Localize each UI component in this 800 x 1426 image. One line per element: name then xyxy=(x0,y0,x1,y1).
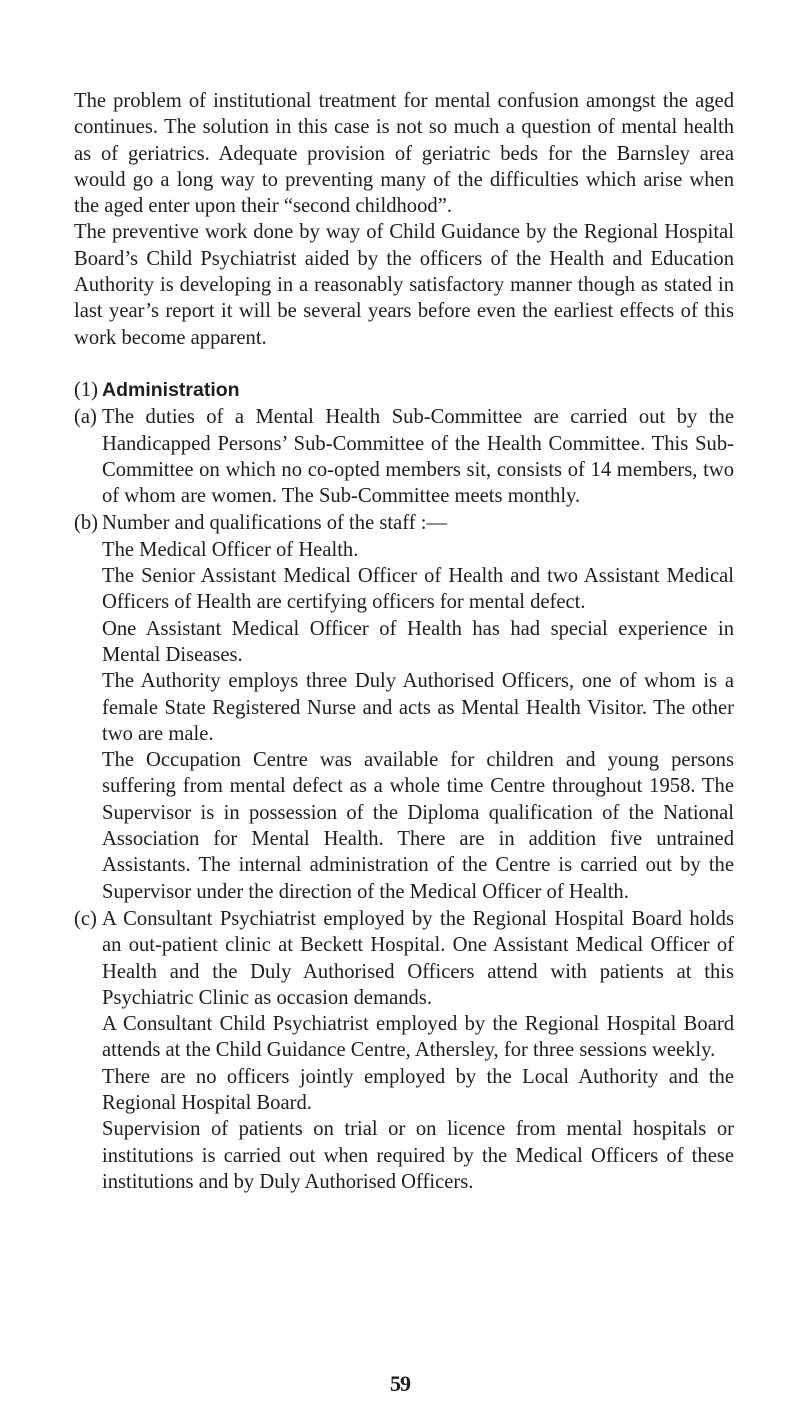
item-body xyxy=(102,404,734,509)
page-number: 59 xyxy=(390,1371,410,1396)
item-paragraph: The duties of a Mental Health Sub-Committee are carried out by the Handicapped Persons’ Sub-Committee of the Health Committee. This Sub-Committee on which no co-opted members sit, consists of 14 members, two of whom are women. The Sub-Committee meets monthly. xyxy=(102,406,734,508)
item-label: (b) xyxy=(74,512,99,535)
item-paragraph: The Occupation Centre was available for children and young persons suffering from mental defect as a whole time Centre throughout 1958. The Supervisor is in possession of the Diploma qualification of the National Association for Mental Health. There are in addition five untrained Assistants. The internal administration of the Centre is carried out by the Supervisor under the direction of the Medical Officer of Health. xyxy=(102,749,734,903)
intro-paragraph-1: The problem of institutional treatment for mental confusion amongst the aged continues. The solution in this case is not so much a question of mental health as of geriatrics. Adequate provision of geriatric beds for the Barnsley area would go a long way to preventing many of the difficulties which arise when the aged enter upon their “second childhood”. xyxy=(74,90,734,218)
item-paragraph: The Authority employs three Duly Authorised Officers, one of whom is a female State Registered Nurse and acts as Mental Health Visitor. The other two are male. xyxy=(102,670,734,745)
item-paragraph: One Assistant Medical Officer of Health has had special experience in Mental Diseases. xyxy=(102,617,734,666)
item-paragraph: A Consultant Child Psychiatrist employed by the Regional Hospital Board attends at the Child Guidance Centre, Athersley, for three sessions weekly. xyxy=(102,1013,734,1062)
item-paragraph: The Senior Assistant Medical Officer of Health and two Assistant Medical Officers of Health are certifying officers for mental defect. xyxy=(102,565,734,614)
item-b xyxy=(74,510,734,904)
item-paragraph: Number and qualifications of the staff :— xyxy=(102,512,448,535)
item-label: (a) xyxy=(74,406,97,429)
document-page xyxy=(74,88,734,1195)
item-paragraph: Supervision of patients on trial or on licence from mental hospitals or institutions is carried out when required by the Medical Officers of these institutions and by Duly Authorised Officers. xyxy=(102,1118,734,1193)
item-body xyxy=(102,510,734,904)
item-body xyxy=(102,906,734,1195)
item-c xyxy=(74,906,734,1195)
item-a xyxy=(74,404,734,509)
section-title: Administration xyxy=(102,378,240,401)
item-paragraph: A Consultant Psychiatrist employed by the Regional Hospital Board holds an out-patient clinic at Beckett Hospital. One Assistant Medical Officer of Health and the Duly Authorised Officers attend with patients at this Psychiatric Clinic as occasion demands. xyxy=(102,907,734,1009)
section-number: (1) xyxy=(74,378,99,401)
item-paragraph: There are no officers jointly employed by the Local Authority and the Regional Hospital Board. xyxy=(102,1065,734,1114)
item-label: (c) xyxy=(74,907,97,930)
item-paragraph: The Medical Officer of Health. xyxy=(102,538,359,561)
intro-paragraph-2: The preventive work done by way of Child Guidance by the Regional Hospital Board’s Child Psychiatrist aided by the officers of the Health and Education Authority is developing in a reasonably satisfactory manner though as stated in last year’s report it will be several years before even the earliest effects of this work become apparent. xyxy=(74,221,734,349)
section-heading xyxy=(74,377,734,403)
